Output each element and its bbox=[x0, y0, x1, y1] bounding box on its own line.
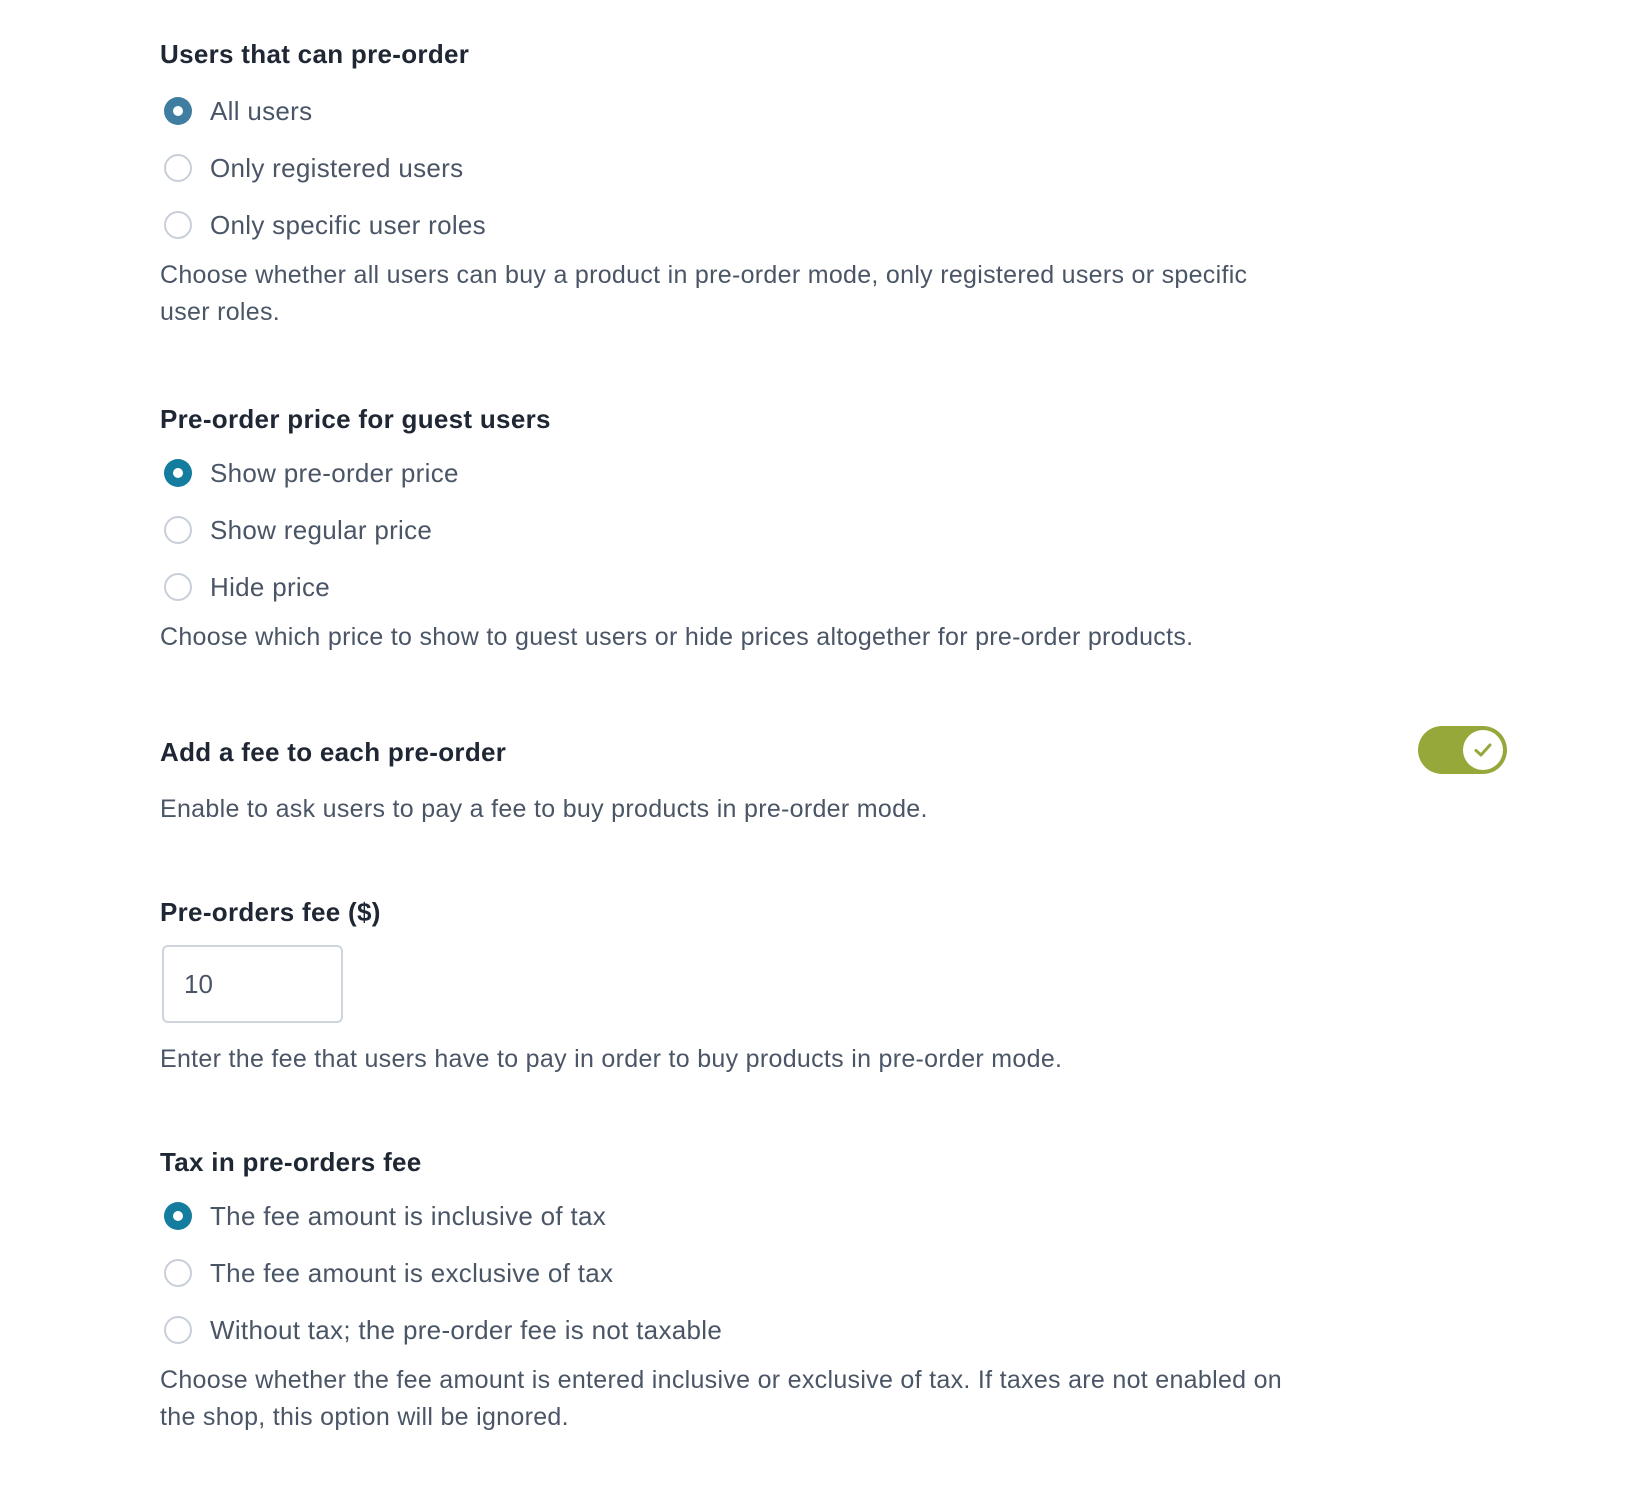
radio-button[interactable] bbox=[164, 1259, 192, 1287]
users-section bbox=[160, 38, 1247, 331]
description-line: the shop, this option will be ignored. bbox=[160, 1403, 569, 1431]
users-radio-group bbox=[160, 91, 1247, 245]
radio-label: The fee amount is inclusive of tax bbox=[210, 1200, 607, 1231]
tax-radio-group bbox=[160, 1196, 1282, 1350]
guest-price-section bbox=[160, 403, 1193, 656]
radio-button-checked[interactable] bbox=[164, 1202, 192, 1230]
description-line: Choose whether the fee amount is entered inclusive or exclusive of tax. If taxes are not enabled on bbox=[160, 1366, 1283, 1394]
radio-hide-price[interactable] bbox=[160, 567, 1193, 607]
check-icon bbox=[1473, 742, 1493, 758]
fee-amount-section bbox=[160, 896, 381, 928]
guest-price-section-description: Choose which price to show to guest users or hide prices altogether for pre-order products. bbox=[160, 623, 1194, 651]
fee-amount-input[interactable] bbox=[162, 945, 343, 1023]
radio-label: Only specific user roles bbox=[210, 209, 486, 240]
radio-only-registered-users[interactable] bbox=[160, 148, 1247, 188]
fee-toggle-section bbox=[160, 736, 928, 828]
radio-button[interactable] bbox=[164, 1316, 192, 1344]
radio-button[interactable] bbox=[164, 211, 192, 239]
users-section-title: Users that can pre-order bbox=[160, 39, 470, 69]
radio-show-pre-order-price[interactable] bbox=[160, 453, 1193, 493]
radio-fee-inclusive-of-tax[interactable] bbox=[160, 1196, 1282, 1236]
fee-toggle-section-title: Add a fee to each pre-order bbox=[160, 737, 507, 767]
fee-amount-description-wrap bbox=[160, 1041, 1062, 1078]
tax-section-title: Tax in pre-orders fee bbox=[160, 1147, 422, 1177]
radio-label: All users bbox=[210, 95, 313, 126]
radio-label: Without tax; the pre-order fee is not taxable bbox=[210, 1314, 723, 1345]
radio-label: Only registered users bbox=[210, 152, 464, 183]
fee-amount-section-description: Enter the fee that users have to pay in order to buy products in pre-order mode. bbox=[160, 1045, 1063, 1073]
radio-fee-without-tax[interactable] bbox=[160, 1310, 1282, 1350]
description-line: user roles. bbox=[160, 298, 281, 326]
tax-section bbox=[160, 1146, 1282, 1436]
users-section-description bbox=[160, 257, 1247, 331]
radio-label: Show regular price bbox=[210, 514, 433, 545]
fee-amount-section-title: Pre-orders fee ($) bbox=[160, 897, 381, 927]
toggle-knob bbox=[1463, 730, 1503, 770]
radio-label: Hide price bbox=[210, 571, 331, 602]
radio-only-specific-user-roles[interactable] bbox=[160, 205, 1247, 245]
radio-button[interactable] bbox=[164, 154, 192, 182]
fee-toggle-section-description: Enable to ask users to pay a fee to buy products in pre-order mode. bbox=[160, 795, 928, 823]
guest-price-section-title: Pre-order price for guest users bbox=[160, 404, 551, 434]
radio-button[interactable] bbox=[164, 516, 192, 544]
radio-button[interactable] bbox=[164, 573, 192, 601]
radio-button-checked[interactable] bbox=[164, 459, 192, 487]
description-line: Choose whether all users can buy a product in pre-order mode, only registered users or specific bbox=[160, 261, 1248, 289]
radio-show-regular-price[interactable] bbox=[160, 510, 1193, 550]
radio-button-checked[interactable] bbox=[164, 97, 192, 125]
radio-fee-exclusive-of-tax[interactable] bbox=[160, 1253, 1282, 1293]
radio-label: Show pre-order price bbox=[210, 457, 459, 488]
tax-section-description bbox=[160, 1362, 1282, 1436]
radio-label: The fee amount is exclusive of tax bbox=[210, 1257, 614, 1288]
add-fee-toggle[interactable] bbox=[1418, 726, 1507, 774]
radio-all-users[interactable] bbox=[160, 91, 1247, 131]
guest-price-radio-group bbox=[160, 453, 1193, 607]
